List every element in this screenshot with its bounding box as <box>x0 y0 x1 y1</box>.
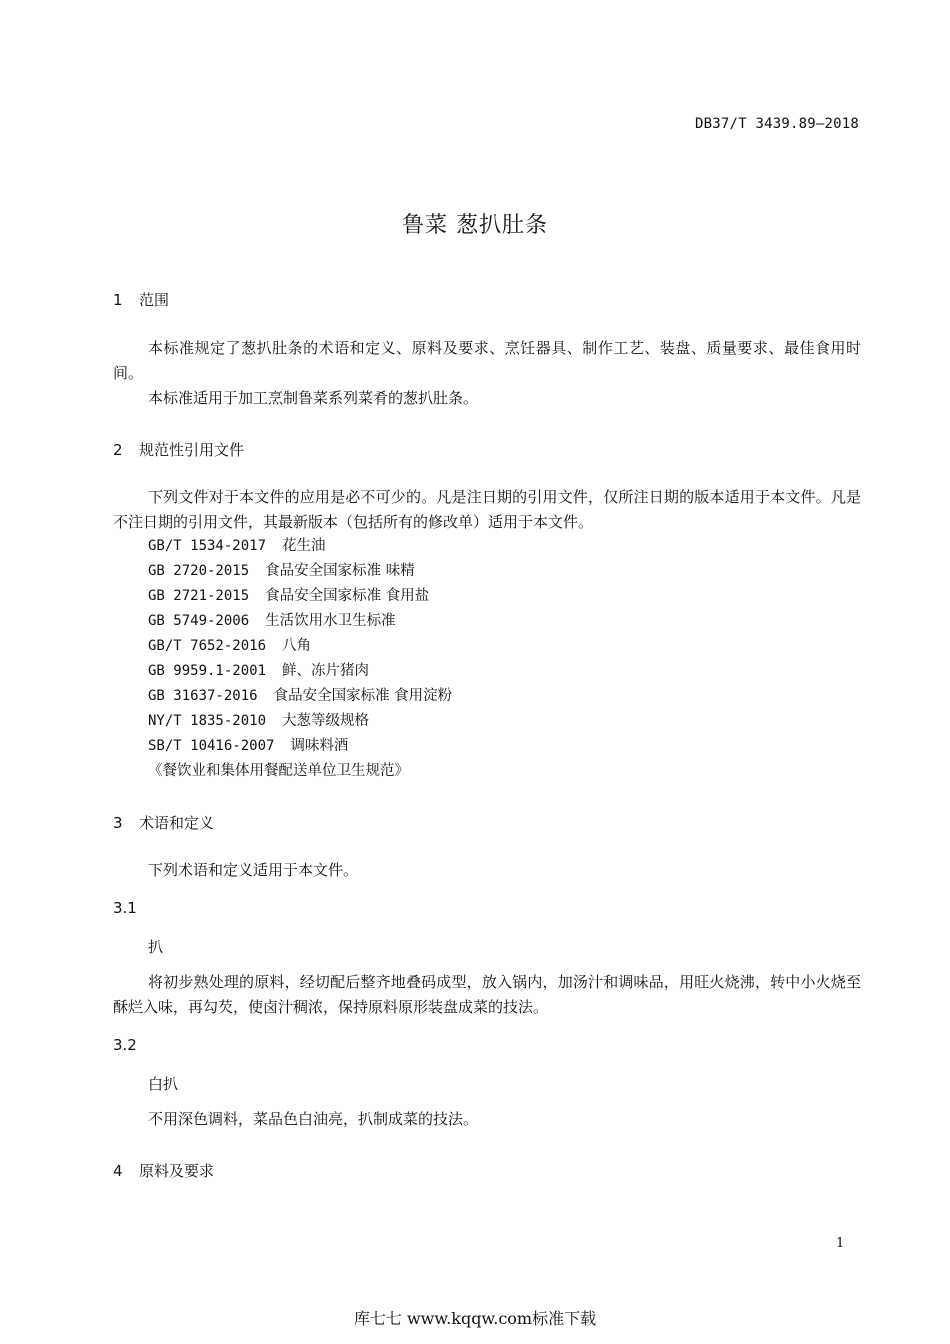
reference-name: 食品安全国家标准 食用盐 <box>265 588 430 604</box>
reference-list <box>148 534 452 784</box>
section-title: 术语和定义 <box>139 814 215 832</box>
reference-item <box>148 659 452 684</box>
section-1-heading <box>113 289 169 310</box>
reference-item <box>148 709 452 734</box>
reference-name: 花生油 <box>282 538 326 554</box>
section-4-heading <box>113 1160 214 1181</box>
reference-code: GB 31637-2016 <box>148 688 258 704</box>
reference-code: GB 9959.1-2001 <box>148 663 267 679</box>
term-3-1-definition: 将初步熟处理的原料，经切配后整齐地叠码成型，放入锅内，加汤汁和调味品，用旺火烧沸，转中小火烧至酥烂入味，再勾芡，使卤汁稠浓，保持原料原形装盘成菜的技法。 <box>113 973 861 1016</box>
term-3-2-name: 白扒 <box>148 1075 179 1093</box>
section-number: 4 <box>113 1162 123 1180</box>
reference-code: GB 2721-2015 <box>148 588 250 604</box>
reference-item <box>148 759 452 784</box>
reference-code: GB 2720-2015 <box>148 563 250 579</box>
section-title: 范围 <box>139 291 170 309</box>
reference-item <box>148 534 452 559</box>
reference-name: 食品安全国家标准 食用淀粉 <box>273 688 453 704</box>
reference-item <box>148 684 452 709</box>
reference-name: 《餐饮业和集体用餐配送单位卫生规范》 <box>148 763 409 779</box>
reference-item <box>148 559 452 584</box>
term-3-2-number: 3.2 <box>113 1036 137 1054</box>
reference-code: NY/T 1835-2010 <box>148 713 267 729</box>
reference-name: 调味料酒 <box>290 738 349 754</box>
section-2-heading <box>113 439 244 460</box>
references-intro-paragraph: 下列文件对于本文件的应用是必不可少的。凡是注日期的引用文件，仅所注日期的版本适用于本文件。凡是不注日期的引用文件，其最新版本（包括所有的修改单）适用于本文件。 <box>113 488 861 531</box>
document-title: 鲁菜 葱扒肚条 <box>402 213 548 238</box>
terms-intro-paragraph: 下列术语和定义适用于本文件。 <box>148 861 359 879</box>
section-title: 规范性引用文件 <box>139 441 245 459</box>
section-number: 3 <box>113 814 123 832</box>
footer-watermark: 库七七 www.kqqw.com标准下载 <box>353 1309 597 1328</box>
scope-paragraph-2: 本标准适用于加工烹制鲁菜系列菜肴的葱扒肚条。 <box>148 389 479 407</box>
reference-item <box>148 609 452 634</box>
section-number: 2 <box>113 441 123 459</box>
reference-name: 鲜、冻片猪肉 <box>282 663 370 679</box>
page-number: 1 <box>836 1236 845 1251</box>
reference-name: 大葱等级规格 <box>282 713 370 729</box>
reference-code: GB/T 7652-2016 <box>148 638 267 654</box>
reference-name: 生活饮用水卫生标准 <box>265 613 396 629</box>
document-code: DB37/T 3439.89—2018 <box>695 116 859 132</box>
reference-item <box>148 584 452 609</box>
term-3-2-definition: 不用深色调料，菜品色白油亮，扒制成菜的技法。 <box>148 1110 479 1128</box>
reference-item <box>148 734 452 759</box>
term-3-1-name: 扒 <box>148 938 164 956</box>
term-3-1-number: 3.1 <box>113 899 137 917</box>
section-3-heading <box>113 812 214 833</box>
reference-name: 八角 <box>282 638 312 654</box>
section-title: 原料及要求 <box>139 1162 215 1180</box>
reference-code: GB 5749-2006 <box>148 613 250 629</box>
section-number: 1 <box>113 291 123 309</box>
scope-paragraph-1: 本标准规定了葱扒肚条的术语和定义、原料及要求、烹饪器具、制作工艺、装盘、质量要求、最佳食用时间。 <box>113 339 861 382</box>
reference-code: SB/T 10416-2007 <box>148 738 275 754</box>
reference-name: 食品安全国家标准 味精 <box>265 563 415 579</box>
reference-code: GB/T 1534-2017 <box>148 538 267 554</box>
reference-item <box>148 634 452 659</box>
